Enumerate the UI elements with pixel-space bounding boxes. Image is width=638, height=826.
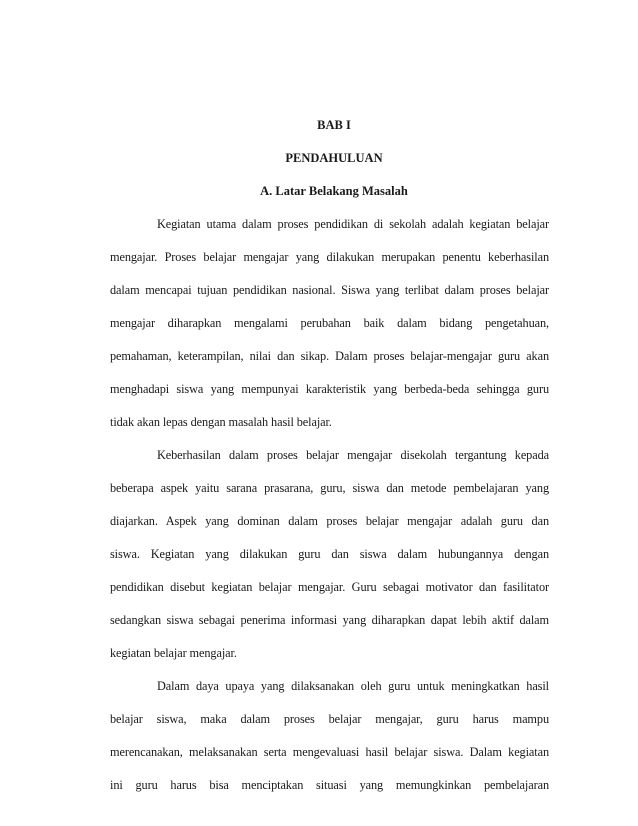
paragraph-3-line-3: merencanakan, melaksanakan serta mengevaluasi hasil belajar siswa. Dalam kegiatan bbox=[110, 745, 549, 759]
paragraph-1-line-6: menghadapi siswa yang mempunyai karakteristik yang berbeda-beda sehingga guru bbox=[110, 382, 549, 396]
paragraph-2-line-5: pendidikan disebut kegiatan belajar mengajar. Guru sebagai motivator dan fasilitator bbox=[110, 580, 549, 594]
paragraph-2-line-7: kegiatan belajar mengajar. bbox=[110, 646, 237, 660]
paragraph-2-line-1: Keberhasilan dalam proses belajar mengajar disekolah tergantung kepada bbox=[157, 448, 549, 462]
paragraph-2-line-4: siswa. Kegiatan yang dilakukan guru dan siswa dalam hubungannya dengan bbox=[110, 547, 549, 561]
paragraph-2-line-6: sedangkan siswa sebagai penerima informasi yang diharapkan dapat lebih aktif dalam bbox=[110, 613, 549, 627]
chapter-title: PENDAHULUAN bbox=[285, 151, 383, 165]
paragraph-2-line-3: diajarkan. Aspek yang dominan dalam proses belajar mengajar adalah guru dan bbox=[110, 514, 549, 528]
paragraph-1-line-4: mengajar diharapkan mengalami perubahan baik dalam bidang pengetahuan, bbox=[110, 316, 549, 330]
section-title: A. Latar Belakang Masalah bbox=[260, 184, 408, 198]
paragraph-1-line-1: Kegiatan utama dalam proses pendidikan di sekolah adalah kegiatan belajar bbox=[157, 217, 549, 231]
paragraph-3-line-4: ini guru harus bisa menciptakan situasi yang memungkinkan pembelajaran bbox=[110, 778, 549, 792]
paragraph-2-line-2: beberapa aspek yaitu sarana prasarana, guru, siswa dan metode pembelajaran yang bbox=[110, 481, 549, 495]
paragraph-1-line-7: tidak akan lepas dengan masalah hasil belajar. bbox=[110, 415, 332, 429]
paragraph-3-line-1: Dalam daya upaya yang dilaksanakan oleh guru untuk meningkatkan hasil bbox=[157, 679, 549, 693]
paragraph-1-line-5: pemahaman, keterampilan, nilai dan sikap. Dalam proses belajar-mengajar guru akan bbox=[110, 349, 549, 363]
chapter-number: BAB I bbox=[317, 118, 351, 132]
paragraph-1-line-2: mengajar. Proses belajar mengajar yang dilakukan merupakan penentu keberhasilan bbox=[110, 250, 549, 264]
paragraph-1-line-3: dalam mencapai tujuan pendidikan nasional. Siswa yang terlibat dalam proses belajar bbox=[110, 283, 549, 297]
paragraph-3-line-2: belajar siswa, maka dalam proses belajar mengajar, guru harus mampu bbox=[110, 712, 549, 726]
